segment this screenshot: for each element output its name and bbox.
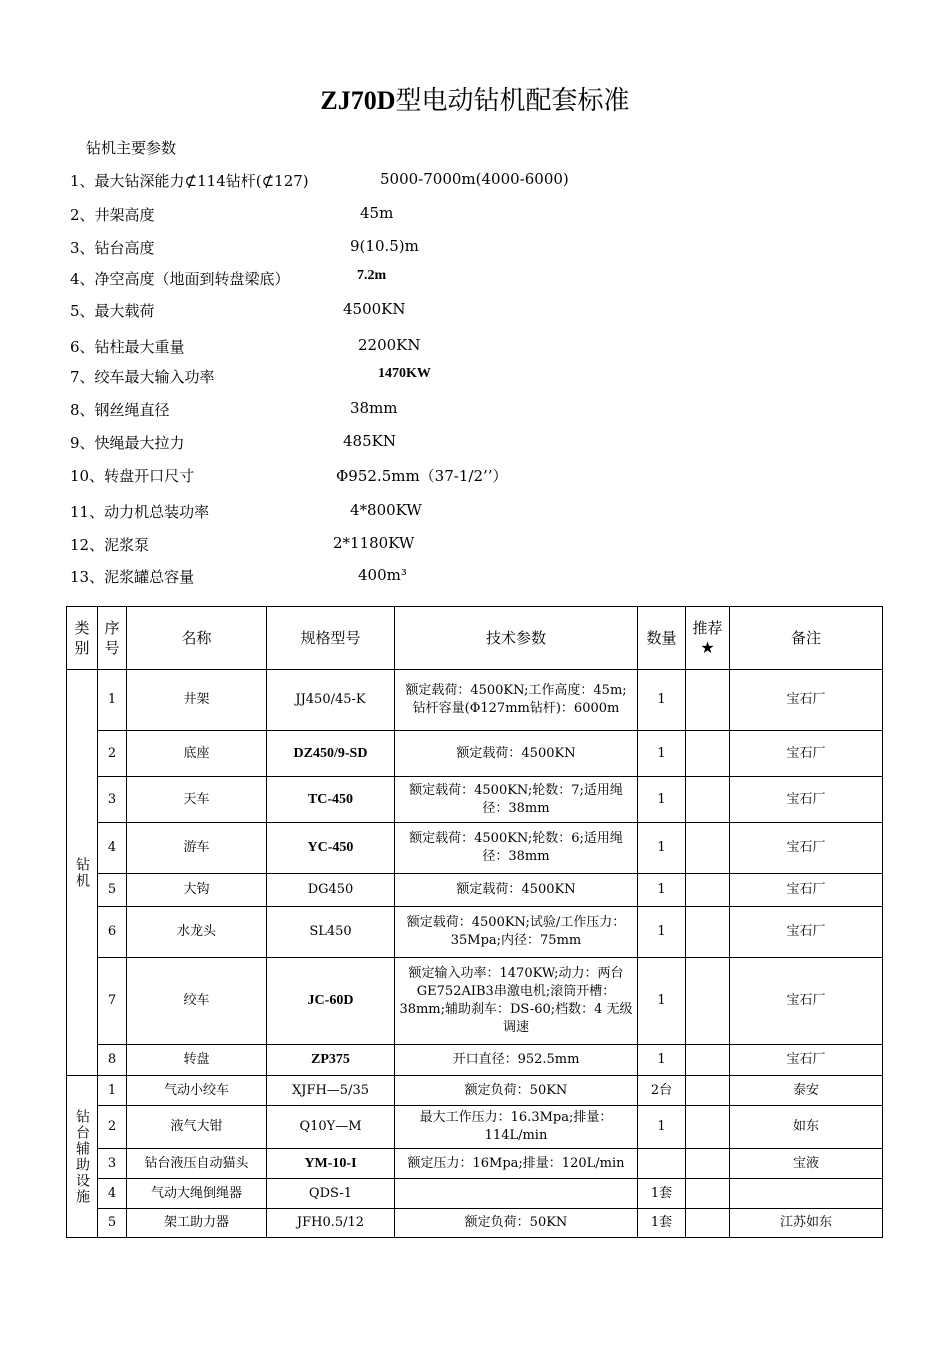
- seq-cell: 2: [98, 731, 127, 777]
- param-label: 8、钢丝绳直径: [70, 401, 170, 419]
- seq-cell: 4: [98, 1179, 127, 1209]
- param-row: [70, 170, 569, 191]
- header-note: 备注: [730, 607, 883, 670]
- model-cell: YM-10-I: [267, 1149, 395, 1179]
- name-cell: 气动大绳倒绳器: [127, 1179, 267, 1209]
- model-cell: JJ450/45-K: [267, 670, 395, 731]
- seq-cell: 5: [98, 1209, 127, 1238]
- model-cell: DG450: [267, 874, 395, 907]
- param-row: [70, 534, 415, 555]
- recommend-cell: [686, 1209, 730, 1238]
- recommend-cell: [686, 958, 730, 1045]
- param-value: 2200KN: [358, 336, 421, 354]
- name-cell: 底座: [127, 731, 267, 777]
- note-cell: 宝石厂: [730, 777, 883, 823]
- model-cell: TC-450: [267, 777, 395, 823]
- note-cell: 泰安: [730, 1076, 883, 1106]
- model-cell: JC-60D: [267, 958, 395, 1045]
- param-row: [70, 501, 422, 522]
- tech-cell: 额定负荷：50KN: [395, 1209, 638, 1238]
- param-label: 10、转盘开口尺寸: [70, 467, 195, 485]
- table-row: [67, 670, 883, 731]
- note-cell: 如东: [730, 1106, 883, 1149]
- category-cell: 钻机: [67, 670, 98, 1076]
- name-cell: 钻台液压自动猫头: [127, 1149, 267, 1179]
- param-value: Φ952.5mm（37-1/2’’）: [336, 467, 508, 485]
- equipment-table: [66, 606, 883, 1238]
- param-value: 38mm: [350, 399, 398, 417]
- param-label: 2、井架高度: [70, 206, 155, 224]
- param-value: 45m: [360, 204, 394, 222]
- note-cell: 宝石厂: [730, 823, 883, 874]
- recommend-cell: [686, 1179, 730, 1209]
- model-cell: QDS-1: [267, 1179, 395, 1209]
- table-row: [67, 1149, 883, 1179]
- param-value: 4*800KW: [350, 501, 422, 519]
- note-cell: [730, 1179, 883, 1209]
- header-qty: 数量: [638, 607, 686, 670]
- name-cell: 转盘: [127, 1045, 267, 1076]
- model-cell: Q10Y—M: [267, 1106, 395, 1149]
- recommend-cell: [686, 1045, 730, 1076]
- table-row: [67, 731, 883, 777]
- qty-cell: 1: [638, 1045, 686, 1076]
- param-label: 11、动力机总装功率: [70, 503, 210, 521]
- param-row: [70, 336, 421, 357]
- recommend-cell: [686, 907, 730, 958]
- name-cell: 井架: [127, 670, 267, 731]
- tech-cell: 额定压力：16Mpa;排量：120L/min: [395, 1149, 638, 1179]
- seq-cell: 2: [98, 1106, 127, 1149]
- param-value: 1470KW: [378, 366, 431, 381]
- name-cell: 架工助力器: [127, 1209, 267, 1238]
- params-subtitle: 钻机主要参数: [86, 139, 177, 157]
- param-label: 6、钻柱最大重量: [70, 338, 185, 356]
- tech-cell: 额定负荷：50KN: [395, 1076, 638, 1106]
- qty-cell: 1: [638, 670, 686, 731]
- model-cell: ZP375: [267, 1045, 395, 1076]
- param-row: [70, 366, 431, 387]
- param-row: [70, 300, 406, 321]
- param-value: 9(10.5)m: [350, 237, 419, 255]
- param-value: 4500KN: [343, 300, 406, 318]
- star-icon: ★: [700, 638, 715, 657]
- qty-cell: 1套: [638, 1179, 686, 1209]
- note-cell: 江苏如东: [730, 1209, 883, 1238]
- qty-cell: 1: [638, 907, 686, 958]
- tech-cell: 额定载荷：4500KN;轮数：7;适用绳径：38mm: [395, 777, 638, 823]
- seq-cell: 1: [98, 1076, 127, 1106]
- param-label: 9、快绳最大拉力: [70, 434, 185, 452]
- recommend-cell: [686, 823, 730, 874]
- qty-cell: 1: [638, 731, 686, 777]
- header-seq: 序号: [98, 607, 127, 670]
- recommend-cell: [686, 670, 730, 731]
- param-value: 400m³: [358, 566, 407, 584]
- table-row: [67, 1106, 883, 1149]
- recommend-cell: [686, 1076, 730, 1106]
- param-value: 7.2m: [357, 268, 387, 283]
- tech-cell: 最大工作压力：16.3Mpa;排量：114L/min: [395, 1106, 638, 1149]
- tech-cell: 额定载荷：4500KN: [395, 731, 638, 777]
- param-label: 13、泥浆罐总容量: [70, 568, 195, 586]
- page-title: ZJ70D型电动钻机配套标准: [320, 86, 630, 116]
- param-label: 5、最大载荷: [70, 302, 155, 320]
- note-cell: 宝石厂: [730, 731, 883, 777]
- param-value: 5000-7000m(4000-6000): [380, 170, 569, 188]
- param-row: [70, 465, 508, 486]
- param-label: 12、泥浆泵: [70, 536, 150, 554]
- table-row: [67, 1179, 883, 1209]
- qty-cell: [638, 1149, 686, 1179]
- name-cell: 游车: [127, 823, 267, 874]
- name-cell: 天车: [127, 777, 267, 823]
- note-cell: 宝石厂: [730, 1045, 883, 1076]
- model-cell: DZ450/9-SD: [267, 731, 395, 777]
- param-label: 1、最大钻深能力⊄114钻杆(⊄127): [70, 172, 309, 190]
- param-row: [70, 399, 398, 420]
- param-row: [70, 204, 394, 225]
- tech-cell: 额定载荷：4500KN;试验/工作压力：35Mpa;内径：75mm: [395, 907, 638, 958]
- table-row: [67, 874, 883, 907]
- param-label: 4、净空高度（地面到转盘梁底）: [70, 270, 290, 288]
- param-row: [70, 268, 387, 289]
- seq-cell: 4: [98, 823, 127, 874]
- recommend-cell: [686, 1106, 730, 1149]
- tech-cell: 额定载荷：4500KN: [395, 874, 638, 907]
- name-cell: 水龙头: [127, 907, 267, 958]
- header-model: 规格型号: [267, 607, 395, 670]
- note-cell: 宝液: [730, 1149, 883, 1179]
- category-cell: 钻台辅助设施: [67, 1076, 98, 1238]
- note-cell: 宝石厂: [730, 958, 883, 1045]
- seq-cell: 3: [98, 777, 127, 823]
- name-cell: 气动小绞车: [127, 1076, 267, 1106]
- seq-cell: 5: [98, 874, 127, 907]
- tech-cell: [395, 1179, 638, 1209]
- header-tech: 技术参数: [395, 607, 638, 670]
- qty-cell: 1: [638, 958, 686, 1045]
- qty-cell: 1: [638, 1106, 686, 1149]
- recommend-cell: [686, 731, 730, 777]
- recommend-cell: [686, 1149, 730, 1179]
- tech-cell: 额定载荷：4500KN;轮数：6;适用绳径：38mm: [395, 823, 638, 874]
- seq-cell: 7: [98, 958, 127, 1045]
- seq-cell: 1: [98, 670, 127, 731]
- seq-cell: 6: [98, 907, 127, 958]
- param-label: 3、钻台高度: [70, 239, 155, 257]
- table-row: [67, 1076, 883, 1106]
- recommend-cell: [686, 874, 730, 907]
- name-cell: 液气大钳: [127, 1106, 267, 1149]
- model-cell: SL450: [267, 907, 395, 958]
- param-row: [70, 432, 396, 453]
- table-row: [67, 777, 883, 823]
- param-row: [70, 237, 419, 258]
- table-header-row: [67, 607, 883, 670]
- header-name: 名称: [127, 607, 267, 670]
- note-cell: 宝石厂: [730, 670, 883, 731]
- table-row: [67, 958, 883, 1045]
- note-cell: 宝石厂: [730, 874, 883, 907]
- header-category: 类别: [67, 607, 98, 670]
- name-cell: 大钩: [127, 874, 267, 907]
- model-cell: XJFH—5/35: [267, 1076, 395, 1106]
- qty-cell: 1: [638, 823, 686, 874]
- param-row: [70, 566, 407, 587]
- tech-cell: 开口直径：952.5mm: [395, 1045, 638, 1076]
- qty-cell: 1: [638, 777, 686, 823]
- tech-cell: 额定载荷：4500KN;工作高度：45m;钻杆容量(Φ127mm钻杆)：6000m: [395, 670, 638, 731]
- qty-cell: 2台: [638, 1076, 686, 1106]
- model-cell: YC-450: [267, 823, 395, 874]
- qty-cell: 1套: [638, 1209, 686, 1238]
- table-row: [67, 907, 883, 958]
- recommend-cell: [686, 777, 730, 823]
- name-cell: 绞车: [127, 958, 267, 1045]
- note-cell: 宝石厂: [730, 907, 883, 958]
- param-label: 7、绞车最大输入功率: [70, 368, 215, 386]
- table-row: [67, 1209, 883, 1238]
- seq-cell: 3: [98, 1149, 127, 1179]
- table-row: [67, 1045, 883, 1076]
- seq-cell: 8: [98, 1045, 127, 1076]
- param-value: 2*1180KW: [333, 534, 415, 552]
- header-recommend: 推荐 ★: [686, 607, 730, 670]
- model-cell: JFH0.5/12: [267, 1209, 395, 1238]
- param-value: 485KN: [343, 432, 396, 450]
- table-row: [67, 823, 883, 874]
- tech-cell: 额定输入功率：1470KW;动力：两台GE752AIB3串激电机;滚筒开槽：38mm;辅助刹车：DS-60;档数：4 无级调速: [395, 958, 638, 1045]
- qty-cell: 1: [638, 874, 686, 907]
